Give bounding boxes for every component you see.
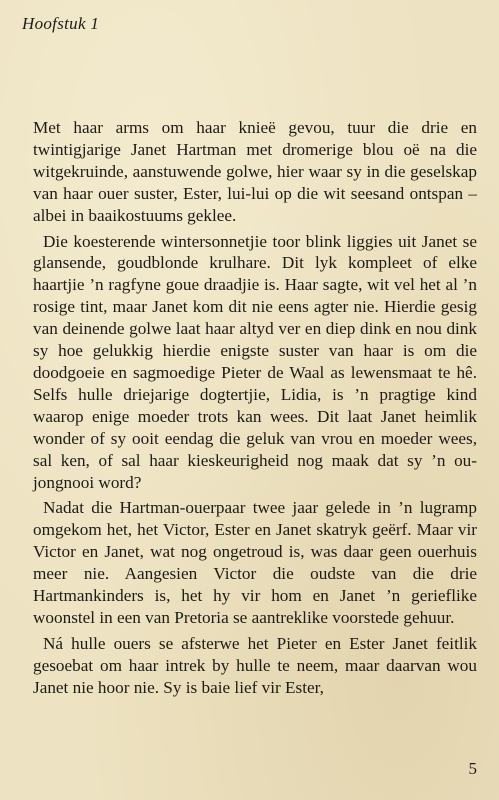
paragraph-2: Die koesterende wintersonnetjie toor blink liggies uit Janet se glansende, goudblonde krulhare. Dit lyk kompleet of elke haartjie ’n ragfyne goue draadjie is. Haar sagte, wit vel het al ’n rosige tint, maar Janet kom dit nie eens agter nie. Hierdie gesig van deinende golwe laat haar altyd ver en diep dink en nou dink sy hoe gelukkig hierdie enigste suster van haar is om die doodgoeie en sagmoedige Pieter de Waal as lewensmaat te hê. Selfs hulle driejarige dogtertjie, Lidia, is ’n pragtige kind waarop enige moeder trots kan wees. Dit laat Janet heimlik wonder of sy ooit eendag die geluk van vrou en moeder wees, sal ken, of sal haar kieskeurigheid nog maak dat sy ’n oujongnooi word? <box>33 231 477 492</box>
page-number: 5 <box>468 759 477 778</box>
paragraph-3: Nadat die Hartman-ouerpaar twee jaar gelede in ’n lugramp omgekom het, het Victor, Ester en Janet skatryk geërf. Maar vir Victor en Janet, wat nog ongetroud is, was daar geen ouerhuis meer nie. Aangesien Victor die oudste van die drie Hartmankinders is, het hy vir hom en Janet ’n gerieflike woonstel in een van Pretoria se aantreklike voorstede gehuur. <box>33 498 477 627</box>
body-text <box>33 117 477 703</box>
chapter-header: Hoofstuk 1 <box>22 14 100 33</box>
paragraph-4: Ná hulle ouers se afsterwe het Pieter en Ester Janet feitlik gesoebat om haar intrek by hulle te neem, maar daarvan wou Janet nie hoor nie. Sy is baie lief vir Ester, <box>33 633 477 697</box>
paragraph-1: Met haar arms om haar knieë gevou, tuur die drie en twintigjarige Janet Hartman met dromerige blou oë na die witgekruinde, aanstuwende golwe, hier waar sy in die geselskap van haar ouer suster, Ester, lui-lui op die wit seesand ontspan – albei in baaikostuums geklee. <box>33 118 477 225</box>
